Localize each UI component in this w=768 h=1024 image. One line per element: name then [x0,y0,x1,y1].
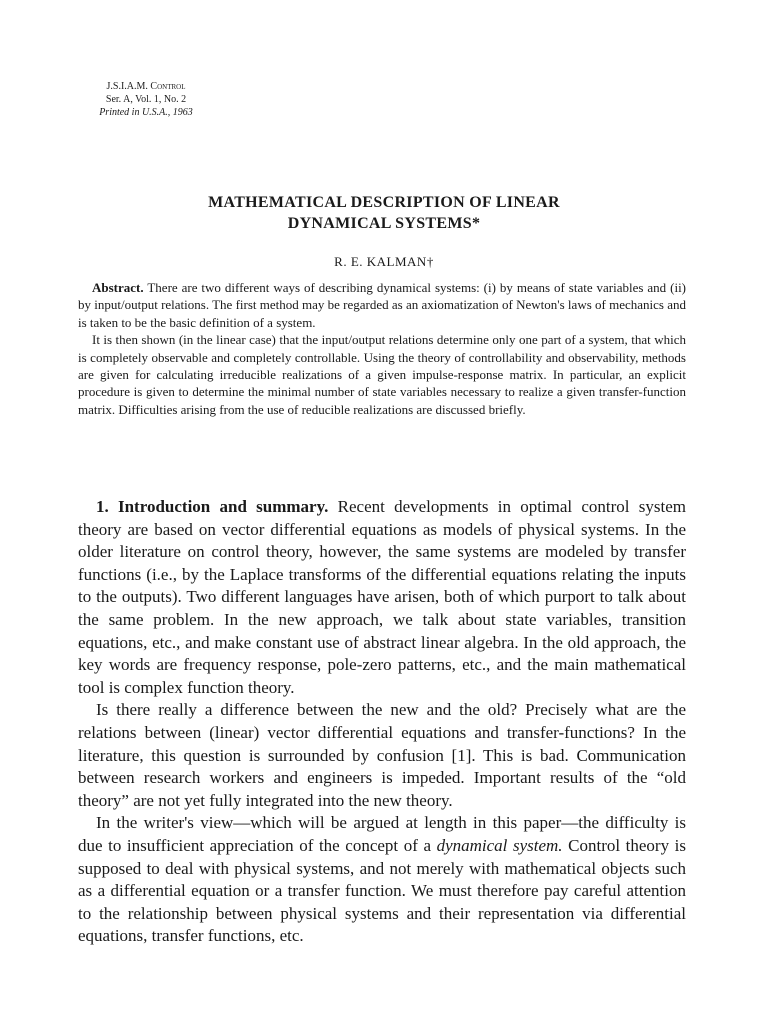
journal-citation [78,80,214,119]
section-introduction [78,496,686,948]
body-paragraph-1 [78,496,686,699]
journal-volume: Ser. A, Vol. 1, No. 2 [105,94,187,105]
title-line-1: MATHEMATICAL DESCRIPTION OF LINEAR [208,194,560,211]
body-text-3b: Control theory is supposed to deal with physical systems, and not merely with mathematical objects such as a differential equation or a transfer function. We must therefore pay careful attention to the relationship between physical systems and their representation via differential equations, transfer functions, etc. [78,835,687,946]
title-line-2: DYNAMICAL SYSTEMS* [287,215,481,232]
abstract-label: Abstract. [92,280,144,295]
body-paragraph-3 [78,812,686,948]
body-text-3-emphasis: dynamical system. [436,835,563,855]
author: R. E. KALMAN† [334,254,434,269]
abstract-paragraph-1 [78,279,686,331]
journal-name: J.S.I.A.M. Control [106,81,186,92]
body-paragraph-2: Is there really a difference between the new and the old? Precisely what are the relations between (linear) vector differential equations and transfer-functions? In the literature, this question is surrounded by confusion [1]. This is bad. Communication between research workers and engineers is impeded. Important results of the “old theory” are not yet fully integrated into the new theory. [78,700,686,810]
section-heading: 1. Introduction and summary. [96,497,329,516]
journal-printed: Printed in U.S.A., 1963 [99,107,193,118]
abstract-text-1: There are two different ways of describing dynamical systems: (i) by means of state variables and (ii) by input/output relations. The first method may be regarded as an axiomatization of Newton's laws of mechanics and is taken to be the basic definition of a system. [78,280,687,330]
abstract-paragraph-2: It is then shown (in the linear case) that the input/output relations determine only one part of a system, that which is completely observable and completely controllable. Using the theory of controllability and observability, methods are given for calculating irreducible realizations of a given impulse-response matrix. In particular, an explicit procedure is given to determine the minimal number of state variables necessary to realize a given transfer-function matrix. Difficulties arising from the use of reducible realizations are discussed briefly. [78,332,686,417]
abstract [78,279,686,418]
body-text-1: Recent developments in optimal control system theory are based on vector differential equations as models of physical systems. In the older literature on control theory, however, the same systems are modeled by transfer functions (i.e., by the Laplace transforms of the differential equations relating the inputs to the outputs). Two different languages have arisen, both of which purport to talk about the same problem. In the new approach, we talk about state variables, transition equations, etc., and make constant use of abstract linear algebra. In the old approach, the key words are frequency response, pole-zero patterns, etc., and the main mathematical tool is complex function theory. [78,497,686,697]
body-text-3a: In the writer's view—which will be argued at length in this paper—the difficulty is due to insufficient appreciation of the concept of a [78,813,686,855]
paper-title [0,192,768,234]
